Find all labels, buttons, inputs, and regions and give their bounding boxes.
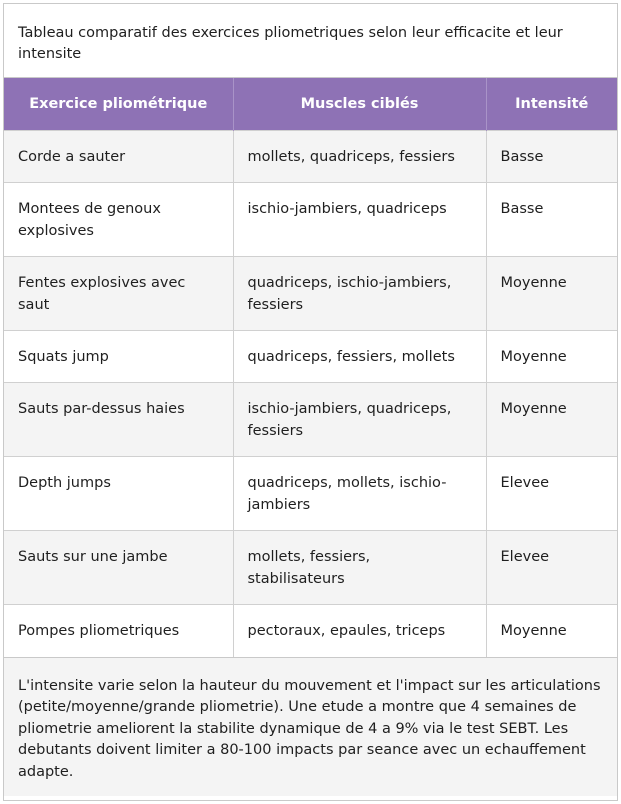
cell-intensity: Moyenne: [486, 605, 617, 657]
cell-exercise: Sauts par-dessus haies: [4, 383, 233, 457]
plyometrics-table-card: [3, 3, 618, 801]
table-header-row: [4, 78, 617, 131]
cell-muscles: mollets, fessiers, stabilisateurs: [233, 531, 486, 605]
comparison-table: [4, 78, 617, 657]
table-row: [4, 531, 617, 605]
cell-intensity: Moyenne: [486, 257, 617, 331]
cell-intensity: Moyenne: [486, 331, 617, 383]
cell-muscles: mollets, quadriceps, fessiers: [233, 131, 486, 183]
cell-intensity: Elevee: [486, 531, 617, 605]
cell-exercise: Fentes explosives avec saut: [4, 257, 233, 331]
cell-intensity: Elevee: [486, 457, 617, 531]
header-intensity: Intensité: [486, 78, 617, 131]
cell-muscles: quadriceps, ischio-jambiers, fessiers: [233, 257, 486, 331]
cell-muscles: ischio-jambiers, quadriceps, fessiers: [233, 383, 486, 457]
table-row: [4, 257, 617, 331]
cell-intensity: Basse: [486, 131, 617, 183]
cell-exercise: Squats jump: [4, 331, 233, 383]
table-row: [4, 605, 617, 657]
cell-exercise: Montees de genoux explosives: [4, 183, 233, 257]
header-exercise: Exercice pliométrique: [4, 78, 233, 131]
cell-exercise: Depth jumps: [4, 457, 233, 531]
cell-exercise: Pompes pliometriques: [4, 605, 233, 657]
cell-muscles: pectoraux, epaules, triceps: [233, 605, 486, 657]
cell-intensity: Basse: [486, 183, 617, 257]
table-row: [4, 183, 617, 257]
table-row: [4, 331, 617, 383]
table-row: [4, 383, 617, 457]
header-muscles: Muscles ciblés: [233, 78, 486, 131]
cell-muscles: ischio-jambiers, quadriceps: [233, 183, 486, 257]
cell-intensity: Moyenne: [486, 383, 617, 457]
table-row: [4, 131, 617, 183]
cell-muscles: quadriceps, mollets, ischio-jambiers: [233, 457, 486, 531]
table-caption: Tableau comparatif des exercices pliometriques selon leur efficacite et leur intensite: [4, 4, 617, 78]
table-row: [4, 457, 617, 531]
cell-exercise: Corde a sauter: [4, 131, 233, 183]
table-footnote: L'intensite varie selon la hauteur du mouvement et l'impact sur les articulations (petite/moyenne/grande pliometrie). Une etude a montre que 4 semaines de pliometrie ameliorent la stabilite dynamique de 4 a 9% via le test SEBT. Les debutants doivent limiter a 80-100 impacts par seance avec un echauffement adapte.: [4, 657, 617, 796]
cell-exercise: Sauts sur une jambe: [4, 531, 233, 605]
cell-muscles: quadriceps, fessiers, mollets: [233, 331, 486, 383]
